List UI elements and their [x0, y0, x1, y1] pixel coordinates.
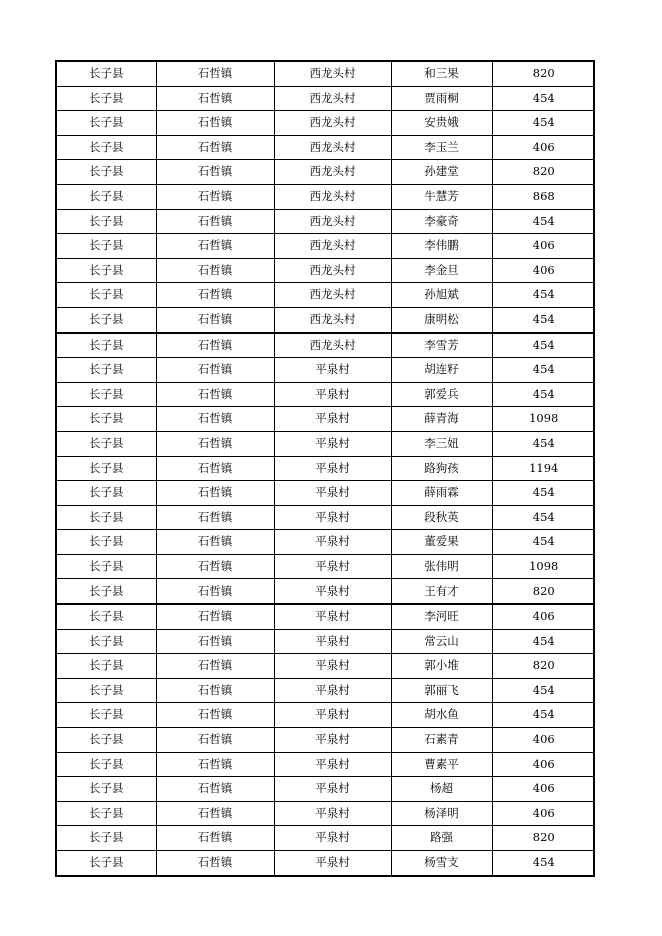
cell-name: 李金旦 — [391, 258, 492, 283]
cell-town: 石哲镇 — [156, 530, 274, 555]
cell-amount: 454 — [492, 283, 595, 308]
cell-name: 常云山 — [391, 629, 492, 654]
cell-county: 长子县 — [57, 62, 156, 86]
cell-county: 长子县 — [57, 234, 156, 259]
table-row — [57, 407, 595, 432]
allowance-table — [57, 62, 595, 875]
cell-county: 长子县 — [57, 554, 156, 579]
cell-village: 平泉村 — [274, 505, 391, 530]
cell-name: 康明松 — [391, 307, 492, 332]
cell-county: 长子县 — [57, 382, 156, 407]
cell-county: 长子县 — [57, 407, 156, 432]
table-row — [57, 629, 595, 654]
cell-name: 李河旺 — [391, 604, 492, 629]
cell-village: 平泉村 — [274, 654, 391, 679]
table-row — [57, 160, 595, 185]
cell-village: 平泉村 — [274, 554, 391, 579]
cell-amount: 454 — [492, 111, 595, 136]
cell-village: 西龙头村 — [274, 86, 391, 111]
cell-town: 石哲镇 — [156, 826, 274, 851]
cell-village: 平泉村 — [274, 728, 391, 753]
cell-county: 长子县 — [57, 111, 156, 136]
cell-village: 平泉村 — [274, 358, 391, 383]
cell-town: 石哲镇 — [156, 62, 274, 86]
table-row — [57, 554, 595, 579]
cell-name: 段秋英 — [391, 505, 492, 530]
cell-town: 石哲镇 — [156, 86, 274, 111]
cell-name: 李伟鹏 — [391, 234, 492, 259]
cell-county: 长子县 — [57, 777, 156, 802]
table-row — [57, 431, 595, 456]
cell-town: 石哲镇 — [156, 111, 274, 136]
table-row — [57, 505, 595, 530]
cell-county: 长子县 — [57, 801, 156, 826]
cell-village: 平泉村 — [274, 777, 391, 802]
cell-village: 西龙头村 — [274, 111, 391, 136]
cell-village: 平泉村 — [274, 382, 391, 407]
cell-name: 张伟明 — [391, 554, 492, 579]
cell-county: 长子县 — [57, 629, 156, 654]
cell-town: 石哲镇 — [156, 283, 274, 308]
cell-town: 石哲镇 — [156, 505, 274, 530]
cell-village: 平泉村 — [274, 826, 391, 851]
cell-amount: 454 — [492, 86, 595, 111]
cell-amount: 406 — [492, 801, 595, 826]
table-row — [57, 135, 595, 160]
cell-name: 王有才 — [391, 579, 492, 604]
table-row — [57, 801, 595, 826]
cell-town: 石哲镇 — [156, 678, 274, 703]
cell-amount: 406 — [492, 728, 595, 753]
cell-county: 长子县 — [57, 851, 156, 875]
cell-village: 西龙头村 — [274, 160, 391, 185]
cell-amount: 1194 — [492, 456, 595, 481]
cell-amount: 406 — [492, 258, 595, 283]
cell-county: 长子县 — [57, 333, 156, 358]
cell-amount: 868 — [492, 184, 595, 209]
cell-county: 长子县 — [57, 135, 156, 160]
cell-village: 平泉村 — [274, 579, 391, 604]
cell-county: 长子县 — [57, 505, 156, 530]
cell-village: 平泉村 — [274, 629, 391, 654]
table-row — [57, 530, 595, 555]
cell-town: 石哲镇 — [156, 728, 274, 753]
cell-county: 长子县 — [57, 283, 156, 308]
cell-county: 长子县 — [57, 258, 156, 283]
cell-town: 石哲镇 — [156, 333, 274, 358]
cell-village: 平泉村 — [274, 481, 391, 506]
cell-town: 石哲镇 — [156, 407, 274, 432]
cell-county: 长子县 — [57, 703, 156, 728]
cell-amount: 454 — [492, 431, 595, 456]
cell-amount: 820 — [492, 160, 595, 185]
cell-name: 孙旭斌 — [391, 283, 492, 308]
cell-town: 石哲镇 — [156, 629, 274, 654]
table-row — [57, 209, 595, 234]
cell-town: 石哲镇 — [156, 456, 274, 481]
cell-amount: 454 — [492, 382, 595, 407]
data-table-container — [55, 60, 595, 877]
table-row — [57, 62, 595, 86]
cell-town: 石哲镇 — [156, 777, 274, 802]
table-row — [57, 851, 595, 875]
table-row — [57, 333, 595, 358]
cell-amount: 454 — [532, 855, 555, 870]
cell-town: 石哲镇 — [156, 851, 274, 875]
cell-county: 长子县 — [57, 358, 156, 383]
table-row — [57, 654, 595, 679]
cell-county: 长子县 — [57, 530, 156, 555]
cell-county: 长子县 — [57, 307, 156, 332]
cell-town: 石哲镇 — [156, 431, 274, 456]
table-row — [57, 184, 595, 209]
cell-town: 石哲镇 — [156, 703, 274, 728]
cell-name: 路强 — [391, 826, 492, 851]
cell-county: 长子县 — [57, 184, 156, 209]
cell-town: 石哲镇 — [156, 234, 274, 259]
cell-amount: 454 — [492, 307, 595, 332]
cell-village: 西龙头村 — [274, 307, 391, 332]
cell-village: 平泉村 — [274, 703, 391, 728]
cell-county: 长子县 — [57, 728, 156, 753]
table-row — [57, 382, 595, 407]
cell-county: 长子县 — [57, 654, 156, 679]
cell-town: 石哲镇 — [156, 554, 274, 579]
cell-amount: 454 — [492, 358, 595, 383]
cell-village: 平泉村 — [274, 752, 391, 777]
cell-name: 安贵娥 — [391, 111, 492, 136]
cell-village: 西龙头村 — [274, 258, 391, 283]
table-row — [57, 234, 595, 259]
cell-county: 长子县 — [57, 481, 156, 506]
cell-village: 平泉村 — [274, 431, 391, 456]
cell-village: 西龙头村 — [274, 184, 391, 209]
cell-name: 贾雨桐 — [391, 86, 492, 111]
cell-village: 平泉村 — [274, 801, 391, 826]
cell-village: 平泉村 — [274, 678, 391, 703]
cell-county: 长子县 — [57, 826, 156, 851]
cell-amount: 820 — [492, 654, 595, 679]
cell-town: 石哲镇 — [156, 307, 274, 332]
cell-county: 长子县 — [57, 431, 156, 456]
cell-town: 石哲镇 — [156, 654, 274, 679]
table-row — [57, 307, 595, 332]
cell-name: 薛雨霖 — [391, 481, 492, 506]
cell-amount: 454 — [492, 530, 595, 555]
cell-name: 郭丽飞 — [391, 678, 492, 703]
cell-town: 石哲镇 — [156, 358, 274, 383]
cell-amount: 454 — [492, 703, 595, 728]
cell-name: 李雪芳 — [391, 333, 492, 358]
cell-village: 西龙头村 — [274, 283, 391, 308]
cell-amount: 820 — [492, 826, 595, 851]
cell-village: 西龙头村 — [274, 234, 391, 259]
cell-name: 李玉兰 — [391, 135, 492, 160]
cell-amount: 454 — [492, 678, 595, 703]
table-row — [57, 111, 595, 136]
cell-town: 石哲镇 — [156, 604, 274, 629]
cell-village: 平泉村 — [274, 407, 391, 432]
table-row — [57, 456, 595, 481]
cell-name: 李三妞 — [391, 431, 492, 456]
cell-amount: 454 — [492, 333, 595, 358]
cell-amount: 406 — [492, 234, 595, 259]
table-row — [57, 826, 595, 851]
cell-name: 曹素平 — [391, 752, 492, 777]
cell-town: 石哲镇 — [156, 184, 274, 209]
table-row — [57, 777, 595, 802]
cell-name: 石素青 — [391, 728, 492, 753]
cell-name: 路狗孩 — [391, 456, 492, 481]
cell-town: 石哲镇 — [156, 258, 274, 283]
cell-village: 西龙头村 — [274, 209, 391, 234]
cell-amount: 820 — [492, 62, 595, 86]
cell-name: 郭小堆 — [391, 654, 492, 679]
table-row — [57, 728, 595, 753]
cell-amount: 406 — [492, 135, 595, 160]
cell-town: 石哲镇 — [156, 382, 274, 407]
cell-village: 西龙头村 — [274, 62, 391, 86]
cell-county: 长子县 — [57, 579, 156, 604]
cell-name: 胡水鱼 — [391, 703, 492, 728]
table-row — [57, 703, 595, 728]
table-row — [57, 604, 595, 629]
cell-amount: 406 — [492, 604, 595, 629]
cell-name: 孙建堂 — [391, 160, 492, 185]
cell-village: 平泉村 — [274, 456, 391, 481]
cell-village: 平泉村 — [274, 604, 391, 629]
cell-county: 长子县 — [57, 678, 156, 703]
table-row — [57, 358, 595, 383]
cell-name: 董爱果 — [391, 530, 492, 555]
cell-name: 杨泽明 — [391, 801, 492, 826]
cell-town: 石哲镇 — [156, 481, 274, 506]
cell-name: 牛慧芳 — [391, 184, 492, 209]
cell-town: 石哲镇 — [156, 752, 274, 777]
cell-county: 长子县 — [57, 209, 156, 234]
cell-town: 石哲镇 — [156, 160, 274, 185]
cell-town: 石哲镇 — [156, 135, 274, 160]
cell-amount: 820 — [492, 579, 595, 604]
cell-amount: 406 — [492, 752, 595, 777]
cell-county: 长子县 — [57, 160, 156, 185]
cell-amount: 1098 — [492, 554, 595, 579]
cell-name: 和三果 — [391, 62, 492, 86]
cell-amount: 454 — [492, 481, 595, 506]
cell-name: 杨雪支 — [391, 851, 492, 875]
cell-amount: 454 — [492, 629, 595, 654]
cell-county: 长子县 — [57, 604, 156, 629]
cell-village: 西龙头村 — [274, 135, 391, 160]
table-row — [57, 752, 595, 777]
cell-amount: 454 — [492, 505, 595, 530]
table-row — [57, 86, 595, 111]
table-body — [57, 62, 595, 875]
cell-county: 长子县 — [57, 456, 156, 481]
table-row — [57, 283, 595, 308]
cell-county: 长子县 — [57, 752, 156, 777]
cell-name: 杨超 — [391, 777, 492, 802]
cell-amount: 1098 — [492, 407, 595, 432]
cell-name: 薛青海 — [391, 407, 492, 432]
cell-name: 李豪奇 — [391, 209, 492, 234]
cell-name: 郭爱兵 — [391, 382, 492, 407]
cell-town: 石哲镇 — [156, 801, 274, 826]
cell-town: 石哲镇 — [156, 579, 274, 604]
cell-amount: 406 — [492, 777, 595, 802]
cell-town: 石哲镇 — [156, 209, 274, 234]
table-row — [57, 258, 595, 283]
cell-village: 平泉村 — [274, 851, 391, 875]
table-row — [57, 678, 595, 703]
table-row — [57, 481, 595, 506]
cell-village: 平泉村 — [274, 530, 391, 555]
cell-county: 长子县 — [57, 86, 156, 111]
cell-amount: 454 — [492, 209, 595, 234]
cell-name: 胡连籽 — [391, 358, 492, 383]
cell-village: 西龙头村 — [274, 333, 391, 358]
table-row — [57, 579, 595, 604]
